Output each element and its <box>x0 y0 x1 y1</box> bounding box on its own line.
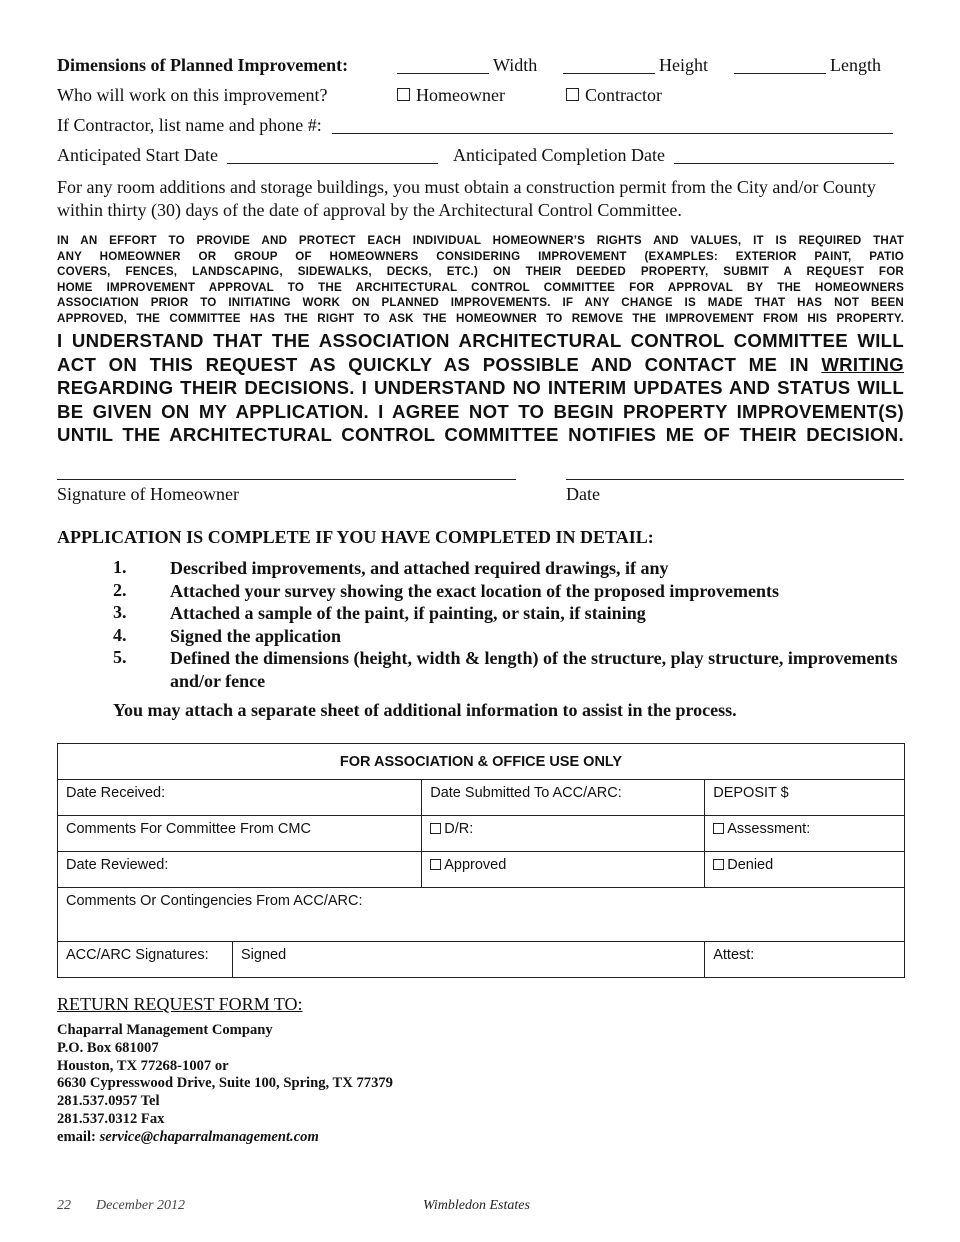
ack-line: BE GIVEN ON MY APPLICATION. I AGREE NOT TO BEGIN PROPERTY IMPROVEMENT(S) <box>57 400 904 422</box>
ack-line: UNTIL THE ARCHITECTURAL CONTROL COMMITTEE NOTIFIES ME OF THEIR DECISION. <box>57 424 904 445</box>
comments-cmc-cell[interactable]: Comments For Committee From CMC <box>58 816 422 852</box>
contractor-option[interactable] <box>566 85 662 106</box>
dimensions-label: Dimensions of Planned Improvement: <box>57 55 349 75</box>
fax-number: 281.537.0312 Fax <box>57 1110 165 1127</box>
signature-field[interactable] <box>57 479 516 480</box>
width-label: Width <box>493 55 538 75</box>
comments-acc-cell[interactable]: Comments Or Contingencies From ACC/ARC: <box>58 888 905 942</box>
dr-label: D/R: <box>444 821 474 837</box>
list-number: 5. <box>113 647 127 667</box>
assessment-cell[interactable] <box>705 816 905 852</box>
denied-label: Denied <box>727 857 774 873</box>
notice-block <box>57 233 904 327</box>
footer-publication: Wimbledon Estates <box>423 1198 530 1213</box>
city-line: Houston, TX 77268-1007 or <box>57 1057 229 1074</box>
return-heading: RETURN REQUEST FORM TO: <box>57 994 303 1014</box>
denied-checkbox[interactable] <box>713 859 724 870</box>
email-link[interactable]: service@chaparralmanagement.com <box>99 1128 319 1145</box>
ack-line: I UNDERSTAND THAT THE ASSOCIATION ARCHITECTURAL CONTROL COMMITTEE WILL <box>57 330 904 351</box>
contractor-info-field[interactable] <box>332 133 893 134</box>
height-label: Height <box>659 55 708 75</box>
completion-date-label: Anticipated Completion Date <box>453 145 665 165</box>
date-submitted-cell[interactable]: Date Submitted To ACC/ARC: <box>422 780 705 816</box>
checklist-note: You may attach a separate sheet of additional information to assist in the process. <box>113 700 737 720</box>
deposit-cell[interactable]: DEPOSIT $ <box>705 780 905 816</box>
list-item: Attached your survey showing the exact location of the proposed improvements <box>170 581 779 601</box>
approved-label: Approved <box>444 857 507 873</box>
notice-line: ASSOCIATION PRIOR TO INITIATING WORK ON PLANNED IMPROVEMENTS. IF ANY CHANGE IS MADE THAT HAS NOT BEEN <box>57 296 904 310</box>
list-item: Defined the dimensions (height, width & length) of the structure, play structure, improvements and/or fence <box>170 648 898 691</box>
signature-date-label: Date <box>566 484 600 504</box>
company-name: Chaparral Management Company <box>57 1022 273 1038</box>
signed-cell[interactable]: Signed <box>233 942 705 978</box>
attest-cell[interactable]: Attest: <box>705 942 905 978</box>
homeowner-option-label: Homeowner <box>416 85 505 105</box>
checklist-heading: APPLICATION IS COMPLETE IF YOU HAVE COMPLETED IN DETAIL: <box>57 527 654 547</box>
list-item: Signed the application <box>170 626 342 646</box>
start-date-label: Anticipated Start Date <box>57 145 218 165</box>
completion-date-field[interactable] <box>674 163 894 164</box>
notice-line: APPROVED, THE COMMITTEE HAS THE RIGHT TO ASK THE HOMEOWNER TO REMOVE THE IMPROVEMENT FROM HIS PROPERTY. <box>57 311 904 325</box>
height-field[interactable] <box>563 73 655 74</box>
ack-line-text: ACT ON THIS REQUEST AS QUICKLY AS POSSIBLE AND CONTACT ME IN <box>57 353 809 375</box>
homeowner-option[interactable] <box>397 85 505 106</box>
width-field[interactable] <box>397 73 489 74</box>
acc-signatures-cell: ACC/ARC Signatures: <box>58 942 233 978</box>
assessment-label: Assessment: <box>727 821 811 837</box>
homeowner-checkbox[interactable] <box>397 88 410 101</box>
email-label: email: <box>57 1128 96 1145</box>
street-line: 6630 Cypresswood Drive, Suite 100, Spring, TX 77379 <box>57 1075 393 1092</box>
signature-date-field[interactable] <box>566 479 904 480</box>
notice-line: COVERS, FENCES, LANDSCAPING, SIDEWALKS, DECKS, ETC.) ON THEIR DEEDED PROPERTY, SUBMIT A REQUEST FOR <box>57 265 904 279</box>
ack-line <box>57 353 904 377</box>
list-number: 3. <box>113 602 127 622</box>
approved-cell[interactable] <box>422 852 705 888</box>
permit-paragraph: For any room additions and storage buildings, you must obtain a construction permit from the City and/or County within thirty (30) days of the date of approval by the Architectural Control Committee. <box>57 177 876 220</box>
list-number: 4. <box>113 625 127 645</box>
who-label: Who will work on this improvement? <box>57 85 328 105</box>
phone-number: 281.537.0957 Tel <box>57 1093 160 1110</box>
office-table-header: FOR ASSOCIATION & OFFICE USE ONLY <box>58 744 905 780</box>
page-number: 22 <box>57 1198 71 1213</box>
dr-checkbox[interactable] <box>430 823 441 834</box>
contractor-checkbox[interactable] <box>566 88 579 101</box>
list-number: 2. <box>113 580 127 600</box>
denied-cell[interactable] <box>705 852 905 888</box>
office-use-table <box>57 743 905 978</box>
list-number: 1. <box>113 557 127 577</box>
notice-line: HOME IMPROVEMENT APPROVAL TO THE ARCHITECTURAL CONTROL COMMITTEE FOR APPROVAL BY THE HOMEOWNERS <box>57 280 904 294</box>
footer-date: December 2012 <box>96 1198 186 1213</box>
start-date-field[interactable] <box>227 163 438 164</box>
length-label: Length <box>830 55 881 75</box>
ack-line: REGARDING THEIR DECISIONS. I UNDERSTAND NO INTERIM UPDATES AND STATUS WILL <box>57 377 904 398</box>
list-item: Attached a sample of the paint, if painting, or stain, if staining <box>170 603 646 623</box>
contractor-option-label: Contractor <box>585 85 662 105</box>
date-received-cell[interactable]: Date Received: <box>58 780 422 816</box>
notice-line: ANY HOMEOWNER OR GROUP OF HOMEOWNERS CONSIDERING IMPROVEMENT (EXAMPLES: EXTERIOR PAINT, PATIO <box>57 249 904 263</box>
approved-checkbox[interactable] <box>430 859 441 870</box>
address-block <box>57 1022 393 1147</box>
contractor-info-label: If Contractor, list name and phone #: <box>57 115 322 135</box>
dr-cell[interactable] <box>422 816 705 852</box>
writing-emphasis: WRITING <box>821 353 904 375</box>
email-line <box>57 1129 393 1147</box>
date-reviewed-cell[interactable]: Date Reviewed: <box>58 852 422 888</box>
notice-line: IN AN EFFORT TO PROVIDE AND PROTECT EACH INDIVIDUAL HOMEOWNER’S RIGHTS AND VALUES, IT IS REQUIRED THAT <box>57 234 904 247</box>
assessment-checkbox[interactable] <box>713 823 724 834</box>
list-item: Described improvements, and attached required drawings, if any <box>170 558 669 578</box>
signature-label: Signature of Homeowner <box>57 484 239 504</box>
po-box: P.O. Box 681007 <box>57 1039 159 1056</box>
length-field[interactable] <box>734 73 826 74</box>
acknowledgement-block <box>57 329 904 447</box>
